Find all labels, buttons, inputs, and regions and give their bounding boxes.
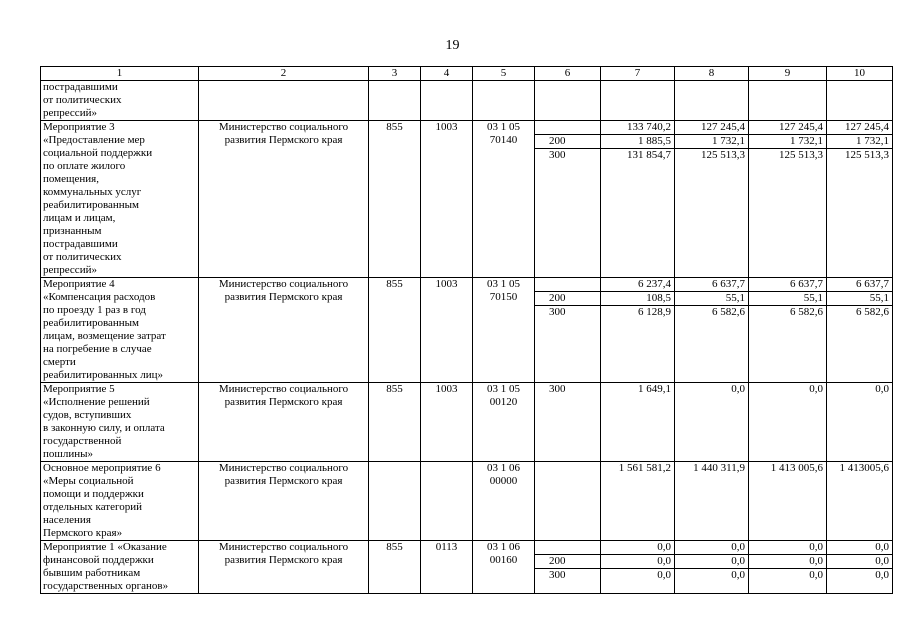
- header-col-1: 1: [41, 67, 199, 81]
- value-col-9-cell: [749, 462, 827, 541]
- value-col-8-cell: [675, 383, 749, 462]
- table-row: [41, 278, 893, 383]
- value-line: 0,0: [731, 569, 745, 581]
- value-line: 131 854,7: [627, 149, 671, 161]
- value-line: 6 582,6: [712, 306, 745, 318]
- code-6-cell: [535, 81, 601, 121]
- ministry-cell: Министерство социального развития Пермского края: [199, 383, 369, 462]
- row-name-cell: Мероприятие 4 «Компенсация расходов по проезду 1 раз в год реабилитированным лицам, возмещение затрат на погребение в случае смерти реабилитированных лиц»: [41, 278, 199, 383]
- value-line: 0,0: [675, 541, 748, 555]
- code-5-cell: 03 1 05 70140: [473, 121, 535, 278]
- value-col-8-cell: [675, 278, 749, 383]
- header-col-7: 7: [601, 67, 675, 81]
- value-col-7-cell: [601, 81, 675, 121]
- value-line: 6 582,6: [856, 306, 889, 318]
- code-3-cell: [369, 81, 421, 121]
- table-row: [41, 121, 893, 278]
- value-line: 0,0: [601, 541, 674, 555]
- code-4-cell: 1003: [421, 278, 473, 383]
- value-col-10-cell: [827, 383, 893, 462]
- header-col-6: 6: [535, 67, 601, 81]
- value-col-10-cell: [827, 278, 893, 383]
- code-6-line: 300: [549, 149, 566, 161]
- code-5-cell: 03 1 05 00120: [473, 383, 535, 462]
- code-6-cell: [535, 278, 601, 383]
- value-line: [675, 81, 748, 94]
- code-6-line: 300: [549, 383, 566, 395]
- ministry-cell: Министерство социального развития Пермского края: [199, 121, 369, 278]
- code-6-cell: [535, 541, 601, 594]
- ministry-cell: Министерство социального развития Пермского края: [199, 278, 369, 383]
- value-line: [749, 81, 826, 94]
- value-line: [827, 81, 892, 94]
- header-col-5: 5: [473, 67, 535, 81]
- value-line: 127 245,4: [675, 121, 748, 135]
- code-4-cell: 1003: [421, 383, 473, 462]
- code-6-cell: [535, 462, 601, 541]
- header-col-8: 8: [675, 67, 749, 81]
- value-line: 1 649,1: [638, 383, 671, 395]
- value-line: 133 740,2: [601, 121, 674, 135]
- value-line: 55,1: [675, 292, 748, 306]
- value-line: 55,1: [827, 292, 892, 306]
- value-line: 0,0: [749, 541, 826, 555]
- code-5-cell: 03 1 06 00160: [473, 541, 535, 594]
- value-line: 0,0: [675, 555, 748, 569]
- code-6-cell: [535, 121, 601, 278]
- value-line: 0,0: [827, 555, 892, 569]
- code-6-line: 200: [535, 135, 600, 149]
- value-line: 1 885,5: [601, 135, 674, 149]
- code-5-cell: 03 1 06 00000: [473, 462, 535, 541]
- table-row: [41, 462, 893, 541]
- code-6-line: 300: [549, 569, 566, 581]
- value-col-9-cell: [749, 278, 827, 383]
- code-3-cell: 855: [369, 121, 421, 278]
- value-line: 0,0: [601, 555, 674, 569]
- code-6-line: [535, 462, 600, 475]
- row-name-cell: пострадавшими от политических репрессий»: [41, 81, 199, 121]
- value-line: 1 732,1: [827, 135, 892, 149]
- header-col-10: 10: [827, 67, 893, 81]
- value-col-8-cell: [675, 462, 749, 541]
- value-col-7-cell: [601, 121, 675, 278]
- value-line: 0,0: [657, 569, 671, 581]
- value-col-8-cell: [675, 81, 749, 121]
- row-name-cell: Мероприятие 5 «Исполнение решений судов, вступивших в законную силу, и оплата государственной пошлины»: [41, 383, 199, 462]
- code-5-cell: [473, 81, 535, 121]
- value-line: 0,0: [875, 383, 889, 395]
- table-row: [41, 541, 893, 594]
- value-col-7-cell: [601, 278, 675, 383]
- ministry-cell: Министерство социального развития Пермского края: [199, 462, 369, 541]
- header-col-3: 3: [369, 67, 421, 81]
- table-header-row: [41, 67, 893, 81]
- code-6-line: 300: [549, 306, 566, 318]
- value-line: 1 413005,6: [839, 462, 889, 474]
- value-line: 6 637,7: [675, 278, 748, 292]
- value-line: 0,0: [827, 541, 892, 555]
- row-name-cell: Мероприятие 3 «Предоставление мер социальной поддержки по оплате жилого помещения, коммунальных услуг реабилитированным лицам и лицам, признанным пострадавшими от политических репрессий»: [41, 121, 199, 278]
- value-line: 0,0: [809, 383, 823, 395]
- value-line: 6 637,7: [749, 278, 826, 292]
- code-6-line: [535, 81, 600, 94]
- value-line: 6 128,9: [638, 306, 671, 318]
- value-line: 0,0: [875, 569, 889, 581]
- code-3-cell: 855: [369, 383, 421, 462]
- code-6-cell: [535, 383, 601, 462]
- table-row: [41, 383, 893, 462]
- code-5-cell: 03 1 05 70150: [473, 278, 535, 383]
- page-number: 19: [445, 38, 460, 53]
- value-line: 125 513,3: [779, 149, 823, 161]
- row-name-cell: Мероприятие 1 «Оказание финансовой поддержки бывшим работникам государственных органов»: [41, 541, 199, 594]
- code-6-line: 200: [535, 292, 600, 306]
- value-col-9-cell: [749, 81, 827, 121]
- header-col-9: 9: [749, 67, 827, 81]
- code-3-cell: 855: [369, 541, 421, 594]
- value-line: 1 561 581,2: [618, 462, 671, 474]
- value-col-10-cell: [827, 541, 893, 594]
- value-col-7-cell: [601, 383, 675, 462]
- value-line: 125 513,3: [845, 149, 889, 161]
- ministry-cell: [199, 81, 369, 121]
- value-line: 55,1: [749, 292, 826, 306]
- budget-table: [40, 66, 893, 594]
- value-line: 1 732,1: [675, 135, 748, 149]
- table-row: [41, 81, 893, 121]
- value-line: 1 440 311,9: [693, 462, 745, 474]
- code-4-cell: 0113: [421, 541, 473, 594]
- code-6-line: 200: [535, 555, 600, 569]
- code-6-line: [535, 278, 600, 292]
- value-line: [601, 81, 674, 94]
- value-line: 6 237,4: [601, 278, 674, 292]
- value-col-9-cell: [749, 121, 827, 278]
- value-line: 125 513,3: [701, 149, 745, 161]
- row-name-cell: Основное мероприятие 6 «Меры социальной помощи и поддержки отдельных категорий населения Пермского края»: [41, 462, 199, 541]
- value-line: 6 582,6: [790, 306, 823, 318]
- value-line: 0,0: [731, 383, 745, 395]
- value-col-8-cell: [675, 121, 749, 278]
- value-col-10-cell: [827, 81, 893, 121]
- header-col-4: 4: [421, 67, 473, 81]
- value-col-10-cell: [827, 121, 893, 278]
- value-col-9-cell: [749, 541, 827, 594]
- value-line: 1 732,1: [749, 135, 826, 149]
- value-col-8-cell: [675, 541, 749, 594]
- ministry-cell: Министерство социального развития Пермского края: [199, 541, 369, 594]
- value-line: 127 245,4: [749, 121, 826, 135]
- value-line: 0,0: [809, 569, 823, 581]
- code-6-line: [535, 541, 600, 555]
- value-line: 108,5: [601, 292, 674, 306]
- code-3-cell: 855: [369, 278, 421, 383]
- value-col-10-cell: [827, 462, 893, 541]
- code-4-cell: [421, 462, 473, 541]
- value-col-7-cell: [601, 541, 675, 594]
- value-line: 1 413 005,6: [770, 462, 823, 474]
- header-col-2: 2: [199, 67, 369, 81]
- code-6-line: [535, 121, 600, 135]
- value-col-9-cell: [749, 383, 827, 462]
- code-4-cell: 1003: [421, 121, 473, 278]
- value-col-7-cell: [601, 462, 675, 541]
- value-line: 6 637,7: [827, 278, 892, 292]
- code-3-cell: [369, 462, 421, 541]
- code-4-cell: [421, 81, 473, 121]
- value-line: 0,0: [749, 555, 826, 569]
- value-line: 127 245,4: [827, 121, 892, 135]
